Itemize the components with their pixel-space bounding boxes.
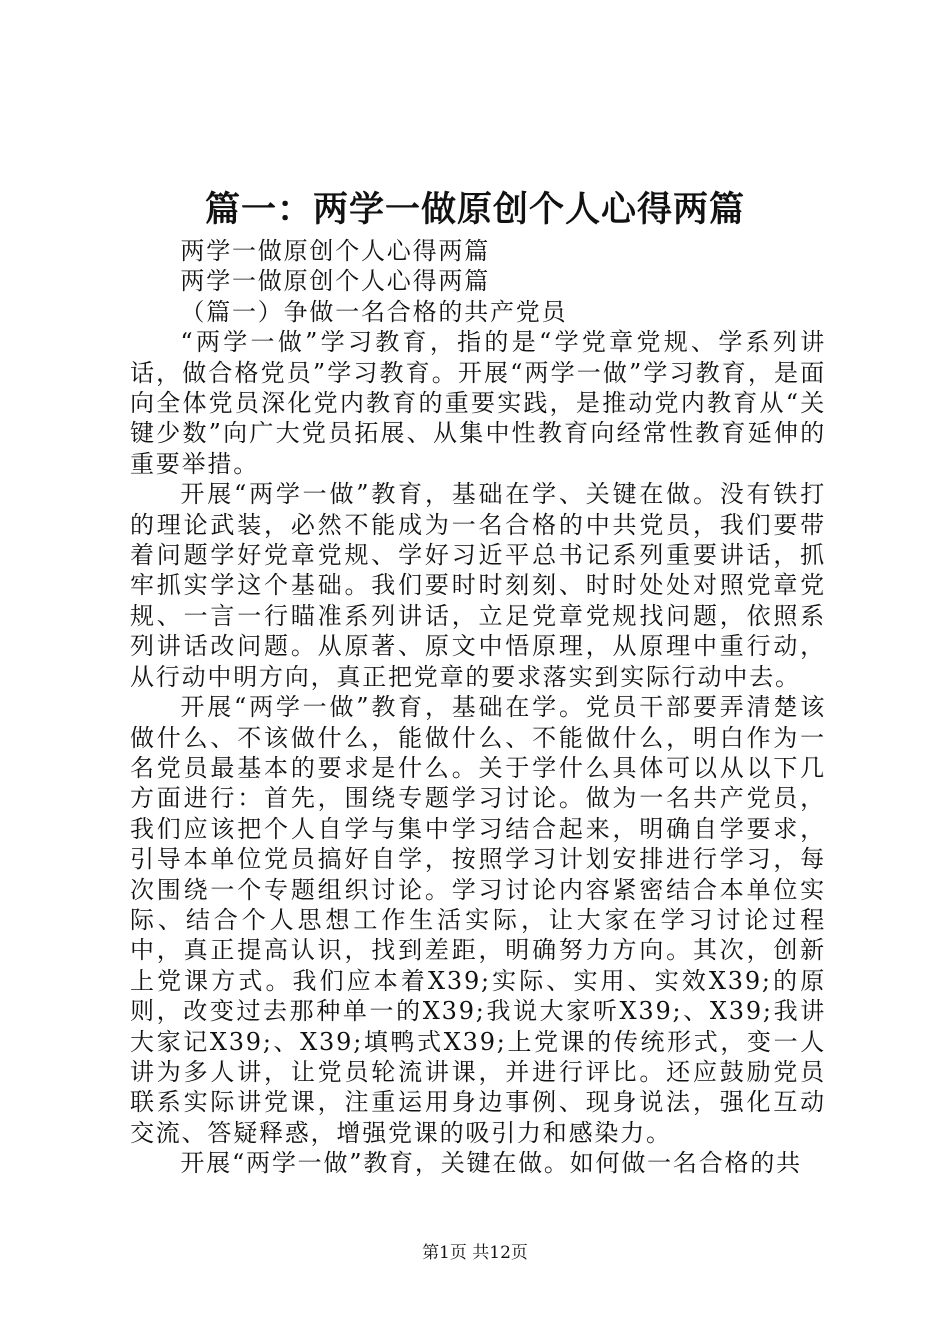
- paragraph-subtitle-2: 两学一做原创个人心得两篇: [180, 267, 490, 296]
- document-body: [130, 236, 826, 1179]
- paragraph: 开展“两学一做”教育，基础在学、关键在做。没有铁打的理论武装，必然不能成为一名合格的中共党员，我们要带着问题学好党章党规、学好习近平总书记系列重要讲话，抓牢抓实学这个基础。我们要时时刻刻、时时处处对照党章党规、一言一行瞄准系列讲话，立足党章党规找问题，依照系列讲话改问题。从原著、原文中悟原理，从原理中重行动，从行动中明方向，真正把党章的要求落实到实际行动中去。: [130, 480, 826, 691]
- paragraph: 开展“两学一做”教育，关键在做。如何做一名合格的共: [180, 1149, 802, 1178]
- page-footer: 第1页 共12页: [422, 1243, 528, 1263]
- paragraph: “两学一做”学习教育，指的是“学党章党规、学系列讲话，做合格党员”学习教育。开展“两学一做”学习教育，是面向全体党员深化党内教育的重要实践，是推动党内教育从“关键少数”向广大党员拓展、从集中性教育向经常性教育延伸的重要举措。: [130, 328, 826, 478]
- document-title: 篇一：两学一做原创个人心得两篇: [204, 189, 745, 230]
- paragraph-section-heading: （篇一）争做一名合格的共产党员: [180, 297, 568, 326]
- paragraph: 开展“两学一做”教育，基础在学。党员干部要弄清楚该做什么、不该做什么，能做什么、不能做什么，明白作为一名党员最基本的要求是什么。关于学什么具体可以从以下几方面进行：首先，围绕专题学习讨论。做为一名共产党员，我们应该把个人自学与集中学习结合起来，明确自学要求，引导本单位党员搞好自学，按照学习计划安排进行学习，每次围绕一个专题组织讨论。学习讨论内容紧密结合本单位实际、结合个人思想工作生活实际，让大家在学习讨论过程中，真正提高认识，找到差距，明确努力方向。其次，创新上党课方式。我们应本着X39;实际、实用、实效X39;的原则，改变过去那种单一的X39;我说大家听X39;、X39;我讲大家记X39;、X39;填鸭式X39;上党课的传统形式，变一人讲为多人讲，让党员轮流讲课，并进行评比。还应鼓励党员联系实际讲党课，注重运用身边事例、现身说法，强化互动交流、答疑释惑，增强党课的吸引力和感染力。: [130, 693, 826, 1147]
- paragraph-subtitle-1: 两学一做原创个人心得两篇: [180, 237, 490, 265]
